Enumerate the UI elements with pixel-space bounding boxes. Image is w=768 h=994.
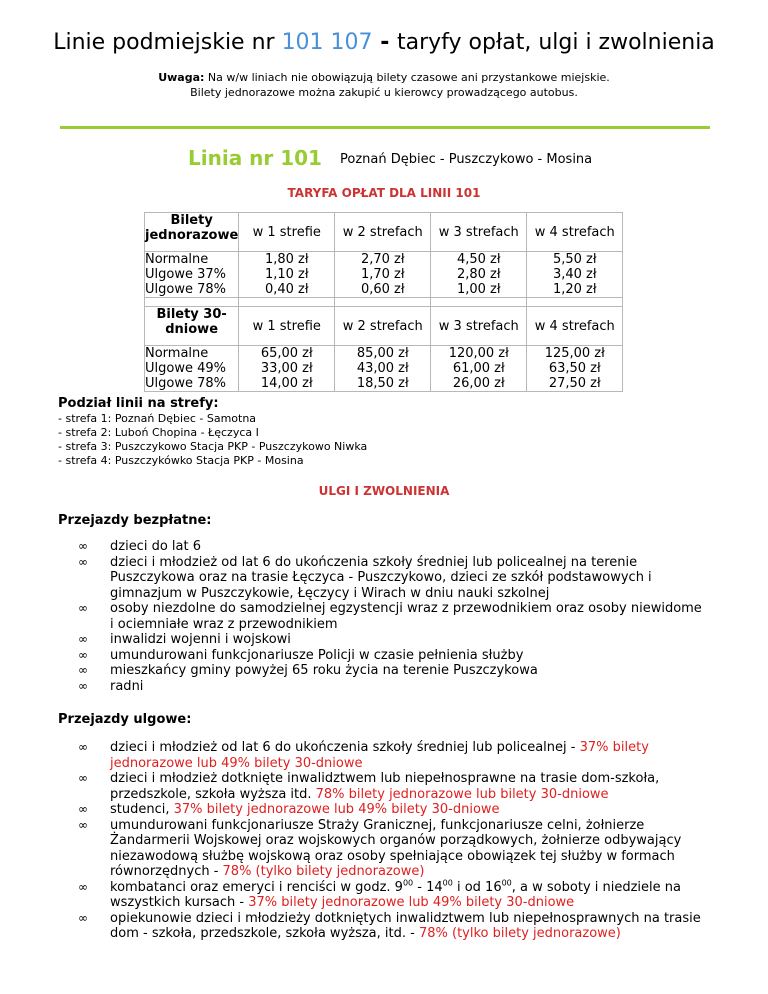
bullet-icon: ∞ <box>78 740 88 754</box>
list-item: ∞ dzieci i młodzież od lat 6 do ukończenia szkoły średniej lub policealnej na terenie Puszczykowa oraz na trasie Łęczyca - Puszczykowo, dzieci ze szkół podstawowych i gimnazjum w Puszczykowie, Łęczycy i Wirach w dniu nauki szkolnej <box>78 554 652 601</box>
list-item: ∞ umundurowani funkcjonariusze Policji w czasie pełnienia służby <box>78 647 524 663</box>
fare-col-header: w 4 strefach <box>527 213 623 252</box>
list-item: ∞ umundurowani funkcjonariusze Straży Granicznej, funkcjonariusze celni, żołnierze Żandarmerii Wojskowej oraz wojskowych organów porządkowych, żołnierze odbywający niezawodową służbę wojskową oraz osoby spełniające obowiązek tej służby w formach równorzędnych - 78% (tylko bilety jednorazowe) <box>78 817 682 879</box>
zone-item: - strefa 2: Luboń Chopina - Łęczyca I <box>58 426 259 439</box>
zone-item: - strefa 4: Puszczykówko Stacja PKP - Mosina <box>58 454 304 467</box>
line-name: Linia nr 101 <box>188 146 322 170</box>
discounted-rides-list <box>78 740 703 942</box>
fare-cell: 4,50 zł 2,80 zł 1,00 zł <box>431 252 527 298</box>
bullet-icon: ∞ <box>78 817 88 832</box>
free-rides-heading: Przejazdy bezpłatne: <box>58 513 212 528</box>
bullet-icon: ∞ <box>78 879 88 894</box>
list-item: ∞ opiekunowie dzieci i młodzieży dotkniętych inwalidztwem lub niepełnosprawnych na trasie dom - szkoła, przedszkole, szkoła wyższa, itd. - 78% (tylko bilety jednorazowe) <box>78 910 701 941</box>
list-item: ∞ radni <box>78 678 144 694</box>
discounts-title: ULGI I ZWOLNIENIA <box>318 484 450 498</box>
fare-col-header: w 3 strefach <box>431 307 527 346</box>
list-item: ∞ studenci, 37% bilety jednorazowe lub 49% bilety 30-dniowe <box>78 802 500 817</box>
fare-col-header: w 4 strefach <box>527 307 623 346</box>
fare-gap-row <box>145 298 623 307</box>
bullet-icon: ∞ <box>78 539 88 553</box>
notice-line-2: Bilety jednorazowe można zakupić u kierowcy prowadzącego autobus. <box>190 86 578 99</box>
fare-cell: 1,80 zł 1,10 zł 0,40 zł <box>239 252 335 298</box>
fare-col-header: w 2 strefach <box>335 213 431 252</box>
title-prefix: Linie podmiejskie nr <box>53 30 282 55</box>
notice-line-1: Na w/w liniach nie obowiązują bilety czasowe ani przystankowe miejskie. <box>204 71 610 84</box>
bullet-icon: ∞ <box>78 601 88 615</box>
fare-col-header: w 3 strefach <box>431 213 527 252</box>
list-item: ∞ dzieci i młodzież od lat 6 do ukończenia szkoły średniej lub policealnej - 37% bilety jednorazowe lub 49% bilety 30-dniowe <box>78 740 649 771</box>
bullet-icon: ∞ <box>78 678 88 693</box>
fare-col-header: w 1 strefie <box>239 213 335 252</box>
notice-label: Uwaga: <box>158 71 205 84</box>
bullet-icon: ∞ <box>78 771 88 785</box>
zones-list <box>58 412 367 468</box>
fare-row <box>145 346 623 392</box>
fare-table <box>144 212 623 392</box>
divider <box>60 126 710 129</box>
title-line-numbers: 101 107 <box>281 30 373 55</box>
bullet-icon: ∞ <box>78 910 88 925</box>
discounted-rides-heading: Przejazdy ulgowe: <box>58 712 192 727</box>
fare-row-labels: Normalne Ulgowe 49% Ulgowe 78% <box>145 346 239 392</box>
list-item: ∞ dzieci i młodzież dotknięte inwalidztwem lub niepełnosprawne na trasie dom-szkoła, przedszkole, szkoła wyższa itd. 78% bilety jednorazowe lub bilety 30-dniowe <box>78 771 660 802</box>
list-item: ∞ dzieci do lat 6 <box>78 539 201 554</box>
fare-col-header: w 1 strefie <box>239 307 335 346</box>
fare-header-monthly: Bilety 30-dniowe <box>145 307 239 346</box>
fare-cell: 85,00 zł 43,00 zł 18,50 zł <box>335 346 431 392</box>
fare-header-single: Bilety jednorazowe <box>145 213 239 252</box>
fare-cell: 2,70 zł 1,70 zł 0,60 zł <box>335 252 431 298</box>
zone-item: - strefa 3: Puszczykowo Stacja PKP - Puszczykowo Niwka <box>58 440 368 453</box>
list-item: ∞ osoby niezdolne do samodzielnej egzystencji wraz z przewodnikiem oraz osoby niewidome i ociemniałe wraz z przewodnikiem <box>78 601 702 632</box>
fare-row <box>145 252 623 298</box>
line-route: Poznań Dębiec - Puszczykowo - Mosina <box>340 152 593 167</box>
list-item: ∞ kombatanci oraz emeryci i renciści w godz. $9^{00} - 14^{00}$ i od $16^{00}$, a w soboty i niedziele na wszystkich kursach - 37% bilety jednorazowe lub 49% bilety 30-dniowe <box>78 878 681 910</box>
zone-item: - strefa 1: Poznań Dębiec - Samotna <box>58 412 257 425</box>
fare-section-title: TARYFA OPŁAT DLA LINII 101 <box>287 186 481 200</box>
fare-row-labels: Normalne Ulgowe 37% Ulgowe 78% <box>145 252 239 298</box>
title-suffix: taryfy opłat, ulgi i zwolnienia <box>397 30 715 55</box>
bullet-icon: ∞ <box>78 802 88 816</box>
fare-cell: 5,50 zł 3,40 zł 1,20 zł <box>527 252 623 298</box>
page-title <box>0 30 768 55</box>
free-rides-list <box>78 539 703 694</box>
bullet-icon: ∞ <box>78 647 88 662</box>
fare-cell: 120,00 zł 61,00 zł 26,00 zł <box>431 346 527 392</box>
bullet-icon: ∞ <box>78 663 88 677</box>
fare-cell: 65,00 zł 33,00 zł 14,00 zł <box>239 346 335 392</box>
notice <box>0 70 768 100</box>
list-item: ∞ mieszkańcy gminy powyżej 65 roku życia na terenie Puszczykowa <box>78 663 538 678</box>
fare-col-header: w 2 strefach <box>335 307 431 346</box>
bullet-icon: ∞ <box>78 554 88 569</box>
fare-cell: 125,00 zł 63,50 zł 27,50 zł <box>527 346 623 392</box>
bullet-icon: ∞ <box>78 632 88 646</box>
zones-heading: Podział linii na strefy: <box>58 396 219 411</box>
list-item: ∞ inwalidzi wojenni i wojskowi <box>78 632 291 647</box>
title-dash: - <box>372 30 397 55</box>
